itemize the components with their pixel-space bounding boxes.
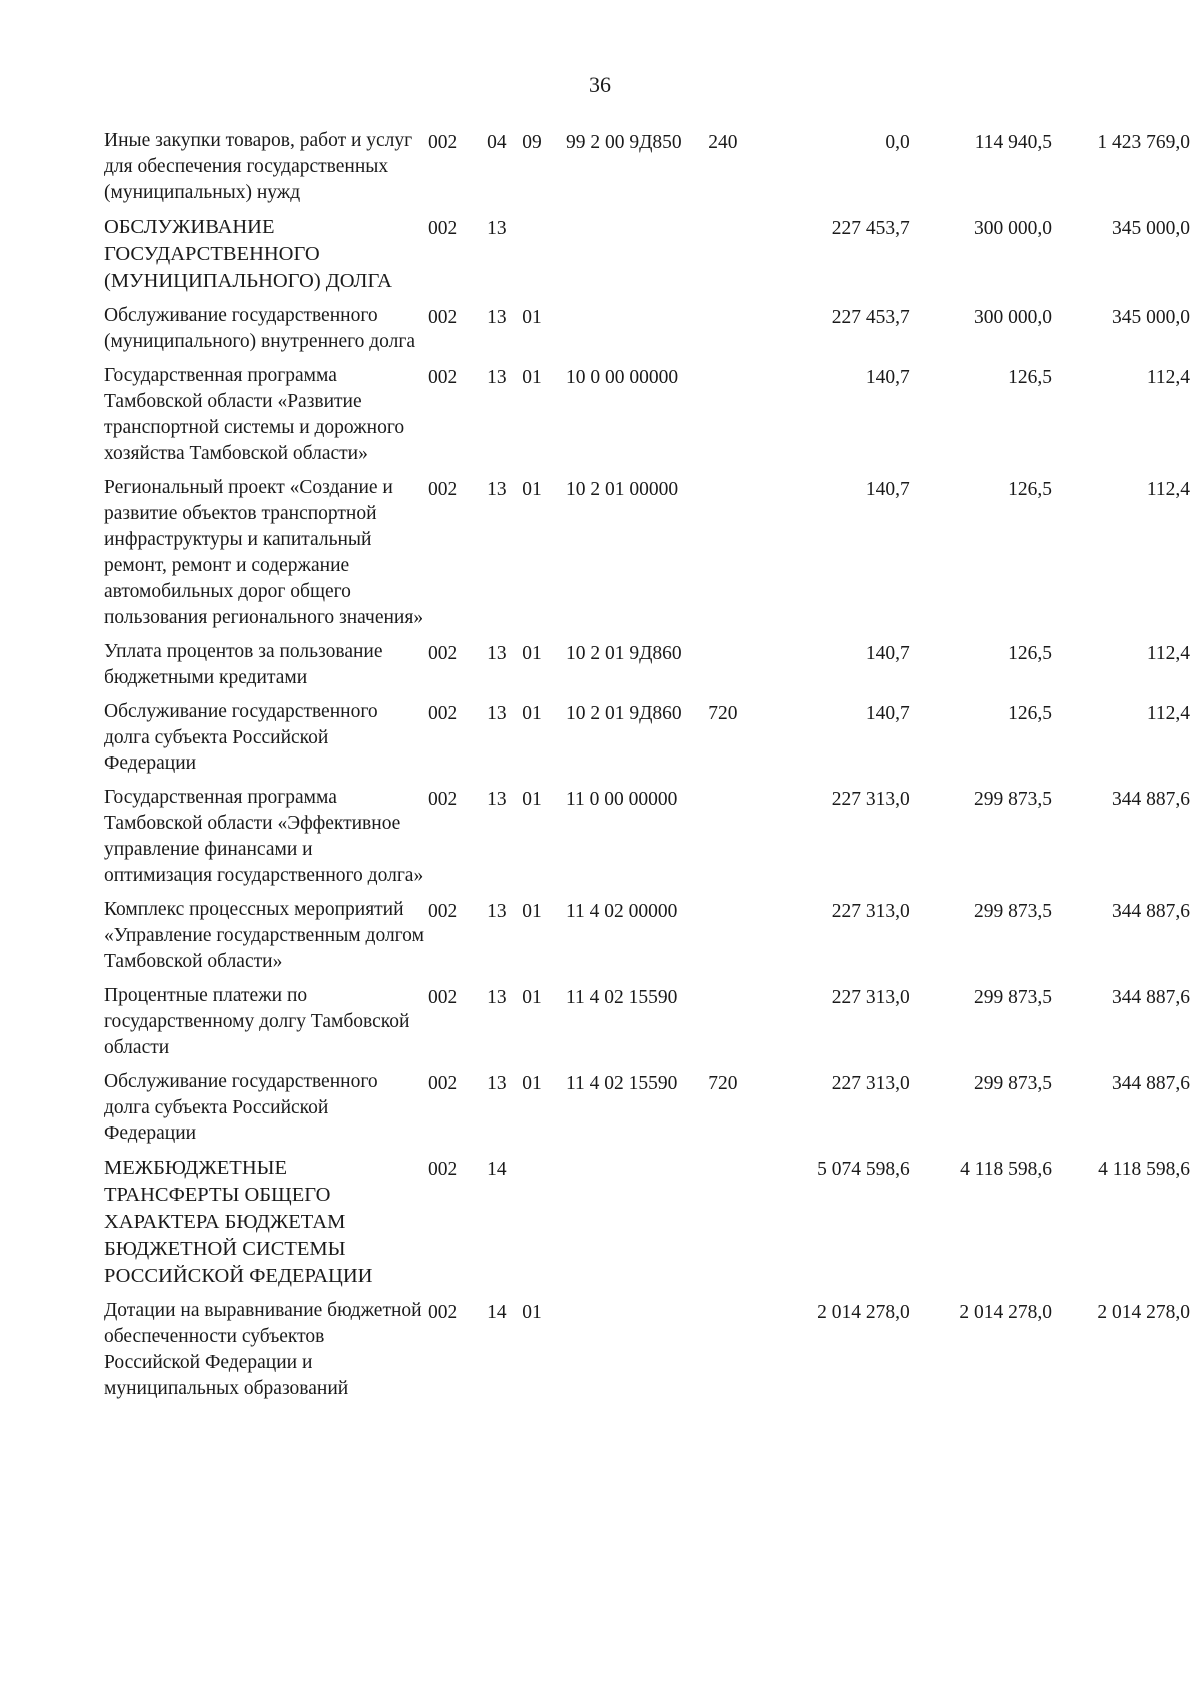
- row-name: Процентные платежи по государственному долгу Тамбовской области: [104, 985, 410, 1058]
- row-name: Государственная программа Тамбовской области «Эффективное управление финансами и оптимизация государственного долга»: [104, 787, 424, 886]
- amount-year-3: 112,4: [1146, 367, 1190, 388]
- amount-year-1: 140,7: [865, 367, 910, 388]
- table-row: [104, 639, 1190, 699]
- ministry-code: 002: [428, 901, 458, 922]
- ministry-code: 002: [428, 789, 458, 810]
- row-name: Комплекс процессных мероприятий «Управление государственным долгом Тамбовской области»: [104, 899, 424, 972]
- subsection-code: 01: [522, 703, 542, 724]
- target-article-code: 11 0 00 00000: [565, 789, 678, 810]
- expense-type-code: [708, 1298, 761, 1410]
- table-row: [104, 214, 1190, 303]
- amount-year-1: 140,7: [865, 479, 910, 500]
- expense-type-code: 240: [708, 132, 738, 153]
- amount-year-3: 344 887,6: [1112, 789, 1190, 810]
- amount-year-2: 300 000,0: [974, 307, 1053, 328]
- table-row: [104, 897, 1190, 983]
- page-number: 36: [589, 72, 611, 97]
- subsection-code: 01: [522, 1302, 542, 1323]
- amount-year-3: 112,4: [1146, 703, 1190, 724]
- ministry-code: 002: [428, 1302, 458, 1323]
- ministry-code: 002: [428, 987, 458, 1008]
- amount-year-2: 299 873,5: [974, 789, 1053, 810]
- subsection-code: 01: [522, 307, 542, 328]
- amount-year-2: 126,5: [1008, 367, 1053, 388]
- expense-type-code: [708, 897, 761, 983]
- table-row: [104, 1155, 1190, 1298]
- section-code: 13: [487, 703, 507, 724]
- row-name: Иные закупки товаров, работ и услуг для обеспечения государственных (муниципальных) нужд: [104, 130, 413, 203]
- expense-type-code: [708, 363, 761, 475]
- target-article-code: 10 2 01 9Д860: [565, 703, 682, 724]
- row-name: Уплата процентов за пользование бюджетными кредитами: [104, 641, 383, 688]
- row-name: ОБСЛУЖИВАНИЕ ГОСУДАРСТВЕННОГО (МУНИЦИПАЛЬНОГО) ДОЛГА: [104, 216, 392, 292]
- target-article-code: 10 0 00 00000: [565, 367, 679, 388]
- table-row: [104, 303, 1190, 363]
- subsection-code: 01: [522, 987, 542, 1008]
- amount-year-1: 2 014 278,0: [817, 1302, 910, 1323]
- table-row: [104, 363, 1190, 475]
- amount-year-2: 2 014 278,0: [959, 1302, 1053, 1323]
- amount-year-3: 344 887,6: [1112, 901, 1190, 922]
- expense-type-code: [708, 983, 761, 1069]
- section-code: 13: [487, 367, 507, 388]
- amount-year-3: 345 000,0: [1112, 307, 1190, 328]
- row-name: Дотации на выравнивание бюджетной обеспеченности субъектов Российской Федерации и муниципальных образований: [104, 1300, 422, 1399]
- amount-year-2: 299 873,5: [974, 901, 1053, 922]
- section-code: 14: [487, 1302, 507, 1323]
- amount-year-3: 112,4: [1146, 643, 1190, 664]
- amount-year-1: 227 453,7: [831, 218, 910, 239]
- amount-year-3: 112,4: [1146, 479, 1190, 500]
- amount-year-2: 126,5: [1008, 479, 1053, 500]
- ministry-code: 002: [428, 132, 458, 153]
- amount-year-3: 344 887,6: [1112, 1073, 1190, 1094]
- table-row: [104, 1298, 1190, 1410]
- table-row: [104, 475, 1190, 639]
- row-name: Обслуживание государственного долга субъекта Российской Федерации: [104, 1071, 378, 1144]
- amount-year-2: 126,5: [1008, 643, 1053, 664]
- amount-year-1: 5 074 598,6: [817, 1159, 910, 1180]
- row-name: Государственная программа Тамбовской области «Развитие транспортной системы и дорожного хозяйства Тамбовской области»: [104, 365, 405, 464]
- subsection-code: [522, 1155, 566, 1298]
- amount-year-2: 299 873,5: [974, 1073, 1053, 1094]
- amount-year-2: 126,5: [1008, 703, 1053, 724]
- expense-type-code: [708, 1155, 761, 1298]
- amount-year-2: 300 000,0: [974, 218, 1053, 239]
- amount-year-1: 227 313,0: [831, 987, 910, 1008]
- target-article-code: 10 2 01 00000: [565, 479, 679, 500]
- amount-year-2: 299 873,5: [974, 987, 1053, 1008]
- amount-year-3: 344 887,6: [1112, 987, 1190, 1008]
- subsection-code: 01: [522, 643, 542, 664]
- target-article-code: [566, 1298, 708, 1410]
- amount-year-3: 2 014 278,0: [1097, 1302, 1190, 1323]
- subsection-code: 01: [522, 1073, 542, 1094]
- section-code: 13: [487, 1073, 507, 1094]
- ministry-code: 002: [428, 218, 458, 239]
- expense-type-code: [708, 639, 761, 699]
- amount-year-3: 345 000,0: [1112, 218, 1190, 239]
- section-code: 13: [487, 901, 507, 922]
- amount-year-1: 227 313,0: [831, 901, 910, 922]
- target-article-code: [566, 303, 708, 363]
- ministry-code: 002: [428, 479, 458, 500]
- target-article-code: 11 4 02 00000: [565, 901, 678, 922]
- expense-type-code: 720: [708, 703, 738, 724]
- amount-year-3: 4 118 598,6: [1098, 1159, 1190, 1180]
- target-article-code: 11 4 02 15590: [565, 1073, 678, 1094]
- amount-year-1: 0,0: [885, 132, 910, 153]
- expense-type-code: [708, 303, 761, 363]
- ministry-code: 002: [428, 1159, 458, 1180]
- ministry-code: 002: [428, 307, 458, 328]
- target-article-code: [566, 1155, 708, 1298]
- expense-type-code: [708, 214, 761, 303]
- section-code: 13: [487, 307, 507, 328]
- row-name: МЕЖБЮДЖЕТНЫЕ ТРАНСФЕРТЫ ОБЩЕГО ХАРАКТЕРА БЮДЖЕТАМ БЮДЖЕТНОЙ СИСТЕМЫ РОССИЙСКОЙ ФЕДЕРАЦИИ: [104, 1157, 373, 1287]
- section-code: 04: [487, 132, 507, 153]
- section-code: 13: [487, 987, 507, 1008]
- subsection-code: 01: [522, 901, 542, 922]
- expense-type-code: [708, 475, 761, 639]
- target-article-code: 10 2 01 9Д860: [565, 643, 682, 664]
- target-article-code: 99 2 00 9Д850: [565, 132, 682, 153]
- expense-type-code: [708, 785, 761, 897]
- section-code: 13: [487, 479, 507, 500]
- ministry-code: 002: [428, 367, 458, 388]
- expense-type-code: 720: [708, 1073, 738, 1094]
- amount-year-2: 4 118 598,6: [960, 1159, 1053, 1180]
- budget-table: [104, 128, 1190, 1410]
- section-code: 13: [487, 643, 507, 664]
- section-code: 14: [487, 1159, 507, 1180]
- target-article-code: 11 4 02 15590: [565, 987, 678, 1008]
- row-name: Обслуживание государственного (муниципального) внутреннего долга: [104, 305, 416, 352]
- subsection-code: 09: [522, 132, 542, 153]
- row-name: Обслуживание государственного долга субъекта Российской Федерации: [104, 701, 378, 774]
- subsection-code: 01: [522, 479, 542, 500]
- amount-year-1: 227 453,7: [831, 307, 910, 328]
- row-name: Региональный проект «Создание и развитие объектов транспортной инфраструктуры и капитальный ремонт, ремонт и содержание автомобильных дорог общего пользования регионального значения»: [104, 477, 424, 628]
- ministry-code: 002: [428, 703, 458, 724]
- amount-year-3: 1 423 769,0: [1097, 132, 1190, 153]
- subsection-code: 01: [522, 367, 542, 388]
- table-row: [104, 983, 1190, 1069]
- table-row: [104, 1069, 1190, 1155]
- subsection-code: 01: [522, 789, 542, 810]
- section-code: 13: [487, 218, 507, 239]
- target-article-code: [566, 214, 708, 303]
- amount-year-1: 140,7: [865, 643, 910, 664]
- table-row: [104, 699, 1190, 785]
- table-row: [104, 128, 1190, 214]
- amount-year-1: 227 313,0: [831, 789, 910, 810]
- section-code: 13: [487, 789, 507, 810]
- ministry-code: 002: [428, 1073, 458, 1094]
- amount-year-1: 140,7: [865, 703, 910, 724]
- table-row: [104, 785, 1190, 897]
- amount-year-2: 114 940,5: [974, 132, 1053, 153]
- subsection-code: [522, 214, 566, 303]
- amount-year-1: 227 313,0: [831, 1073, 910, 1094]
- ministry-code: 002: [428, 643, 458, 664]
